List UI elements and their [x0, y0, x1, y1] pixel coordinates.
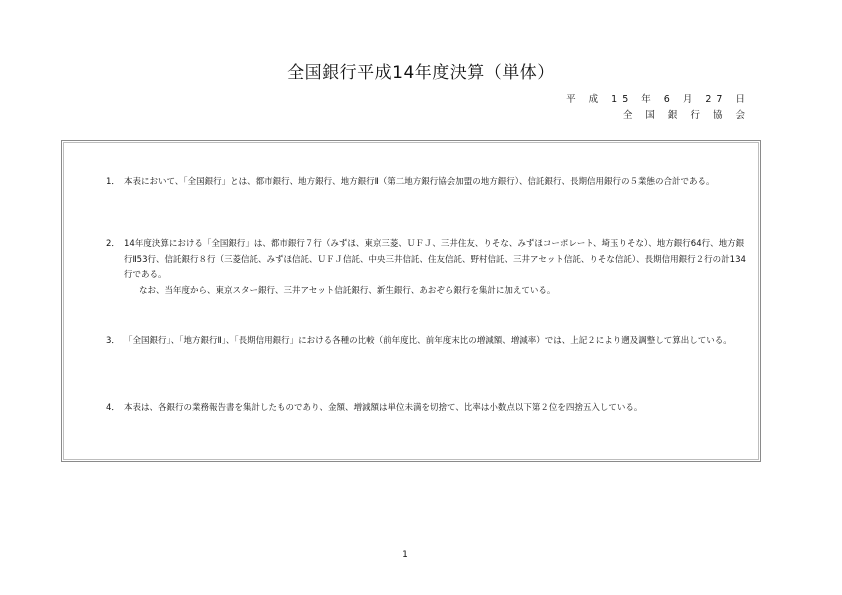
note-supplement: なお、当年度から、東京スター銀行、三井アセット信託銀行、新生銀行、あおぞら銀行を集計に加えている。: [139, 285, 556, 296]
note-text: 本表において、「全国銀行」とは、都市銀行、地方銀行、地方銀行Ⅱ（第二地方銀行協会加盟の地方銀行）、信託銀行、長期信用銀行の５業態の合計である。: [124, 177, 715, 187]
note-item: [106, 175, 746, 191]
note-item: [106, 401, 746, 417]
note-item: [106, 334, 746, 350]
note-number: 1．: [106, 177, 120, 187]
page-number: 1: [402, 550, 408, 560]
note-number: 4．: [106, 403, 120, 413]
note-number: 3．: [106, 336, 120, 346]
issuing-organization: 全 国 銀 行 協 会: [622, 110, 750, 121]
document-date: 平 成 15 年 6 月 27 日: [566, 94, 750, 105]
note-text: 14年度決算における「全国銀行」は、都市銀行７行（みずほ、東京三菱、ＵＦＪ、三井住友、りそな、みずほコーポレート、埼玉りそな）、地方銀行64行、地方銀行Ⅱ53行、信託銀行８行（三菱信託、みずほ信託、ＵＦＪ信託、中央三井信託、住友信託、野村信託、三井アセット信託、りそな信託）、長期信用銀行２行の計134行である。: [124, 239, 746, 280]
note-text: 本表は、各銀行の業務報告書を集計したものであり、金額、増減額は単位未満を切捨て、比率は小数点以下第２位を四捨五入している。: [124, 403, 643, 413]
note-item: [106, 237, 746, 299]
notes-box: [61, 140, 761, 462]
note-number: 2．: [106, 239, 120, 249]
note-text: 「全国銀行」、「地方銀行Ⅱ」、「長期信用銀行」における各種の比較（前年度比、前年度末比の増減額、増減率）では、上記２により遡及調整して算出している。: [124, 336, 732, 346]
document-title: 全国銀行平成14年度決算（単体）: [287, 63, 555, 83]
